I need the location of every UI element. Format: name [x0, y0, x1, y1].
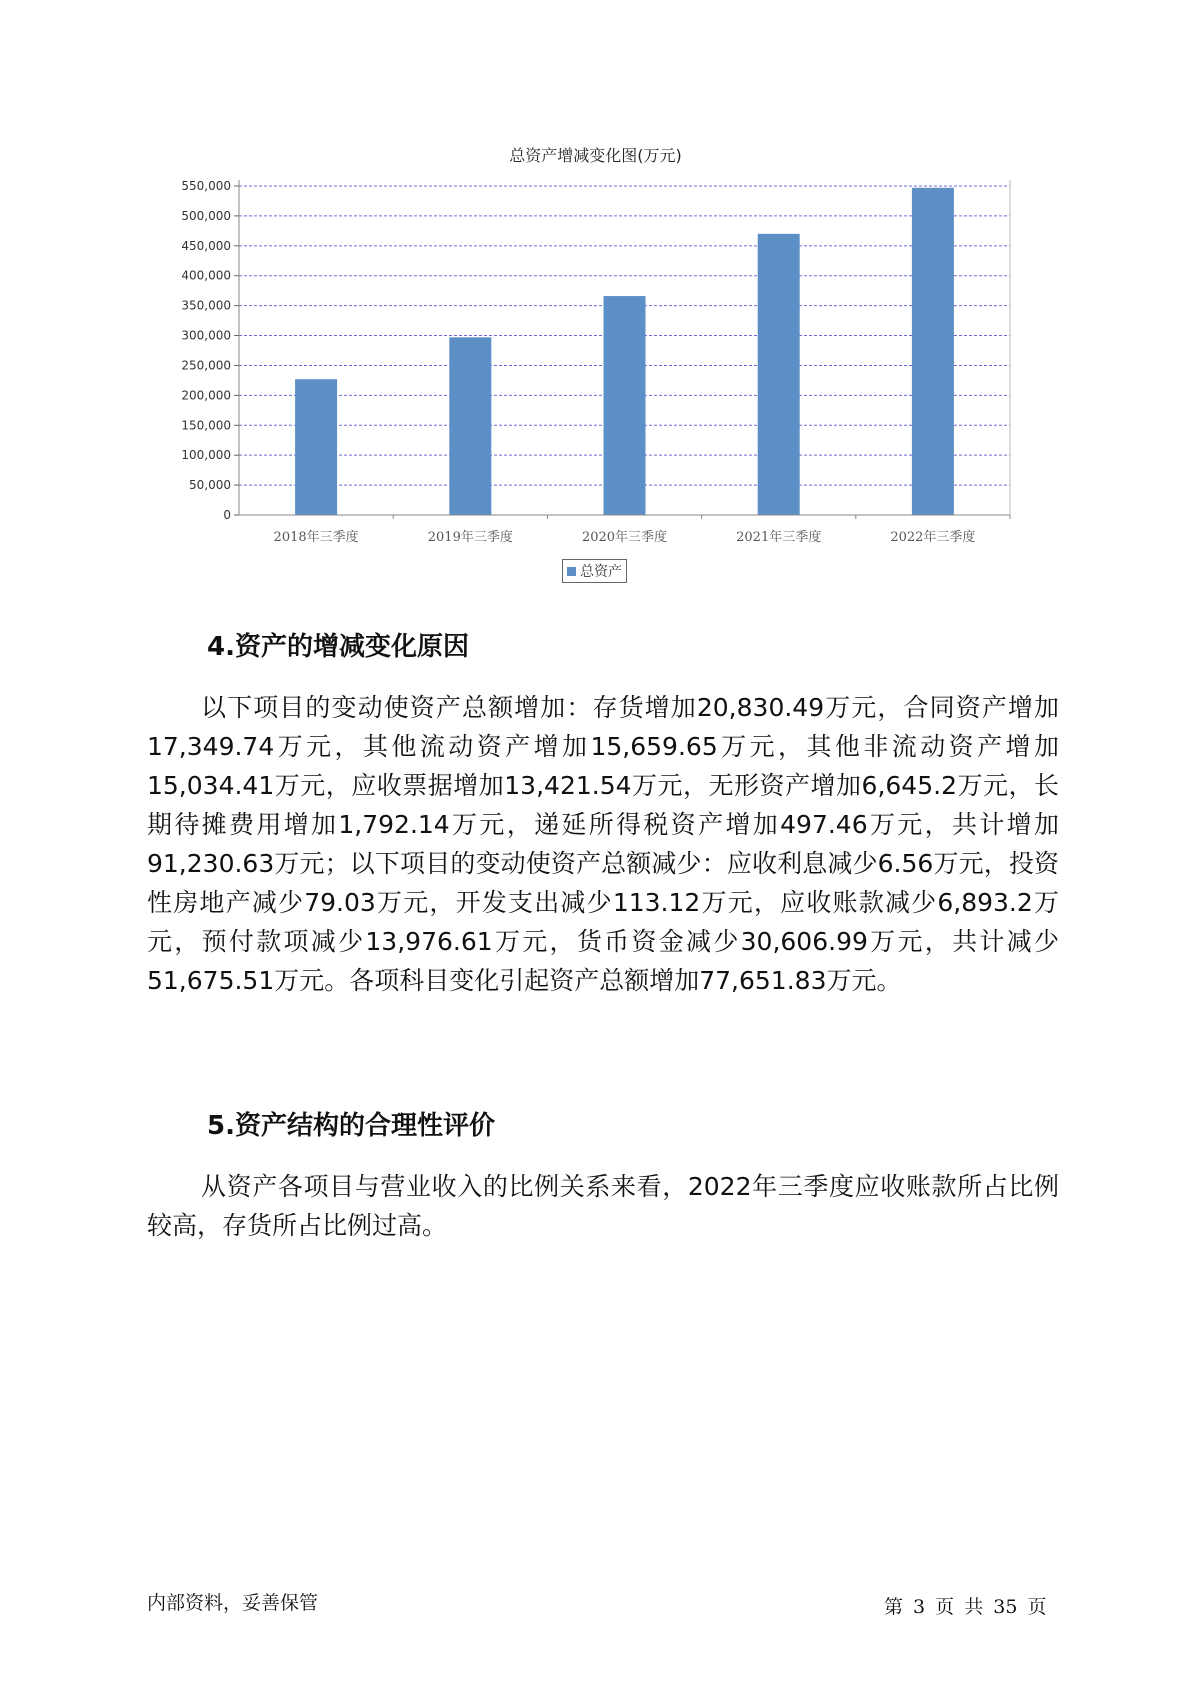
legend-label: 总资产 — [580, 564, 622, 580]
footer-confidential-note: 内部资料，妥善保管 — [147, 1592, 319, 1614]
bar — [449, 337, 491, 515]
chart-title: 总资产增减变化图(万元) — [509, 146, 682, 165]
y-tick-label: 300,000 — [181, 328, 231, 343]
bar — [295, 379, 337, 515]
section-5-heading: 5.资产结构的合理性评价 — [207, 1111, 495, 1141]
x-tick-label: 2018年三季度 — [273, 530, 359, 545]
y-tick-label: 100,000 — [181, 448, 231, 463]
x-tick-label: 2020年三季度 — [581, 530, 668, 545]
chart-legend — [562, 559, 627, 583]
y-tick-label: 50,000 — [189, 478, 231, 493]
chart-bars — [295, 188, 954, 515]
bar — [758, 234, 800, 515]
bar — [912, 188, 954, 515]
x-tick-label: 2021年三季度 — [736, 530, 822, 545]
y-tick-label: 400,000 — [181, 268, 231, 283]
legend-swatch — [567, 567, 576, 576]
y-tick-label: 150,000 — [181, 418, 231, 433]
section-5-paragraph: 从资产各项目与营业收入的比例关系来看，2022年三季度应收账款所占比例较高，存货所占比例过高。 — [147, 1172, 1059, 1240]
footer-page-number: 第 3 页 共 35 页 — [884, 1596, 1047, 1618]
y-tick-label: 250,000 — [181, 358, 231, 373]
x-tick-label: 2022年三季度 — [890, 530, 976, 545]
y-tick-label: 350,000 — [181, 298, 231, 313]
x-tick-label: 2019年三季度 — [427, 530, 513, 545]
section-4-paragraph: 以下项目的变动使资产总额增加：存货增加20,830.49万元，合同资产增加17,349.74万元，其他流动资产增加15,659.65万元，其他非流动资产增加15,034.41万元，应收票据增加13,421.54万元，无形资产增加6,645.2万元，长期待摊费用增加1,792.14万元，递延所得税资产增加497.46万元，共计增加91,230.63万元；以下项目的变动使资产总额减少：应收利息减少6.56万元，投资性房地产减少79.03万元，开发支出减少113.12万元，应收账款减少6,893.2万元，预付款项减少13,976.61万元，货币资金减少30,606.99万元，共计减少51,675.51万元。各项科目变化引起资产总额增加77,651.83万元。 — [147, 693, 1059, 995]
y-tick-label: 500,000 — [181, 208, 231, 223]
total-assets-bar-chart — [0, 0, 1191, 600]
y-tick-label: 0 — [223, 508, 231, 522]
y-tick-label: 550,000 — [181, 179, 231, 193]
section-4-heading: 4.资产的增减变化原因 — [207, 632, 469, 662]
y-tick-label: 200,000 — [181, 388, 231, 403]
y-axis-ticks — [181, 179, 239, 522]
bar — [604, 296, 646, 515]
y-tick-label: 450,000 — [181, 238, 231, 253]
x-axis-ticks — [274, 515, 1010, 545]
